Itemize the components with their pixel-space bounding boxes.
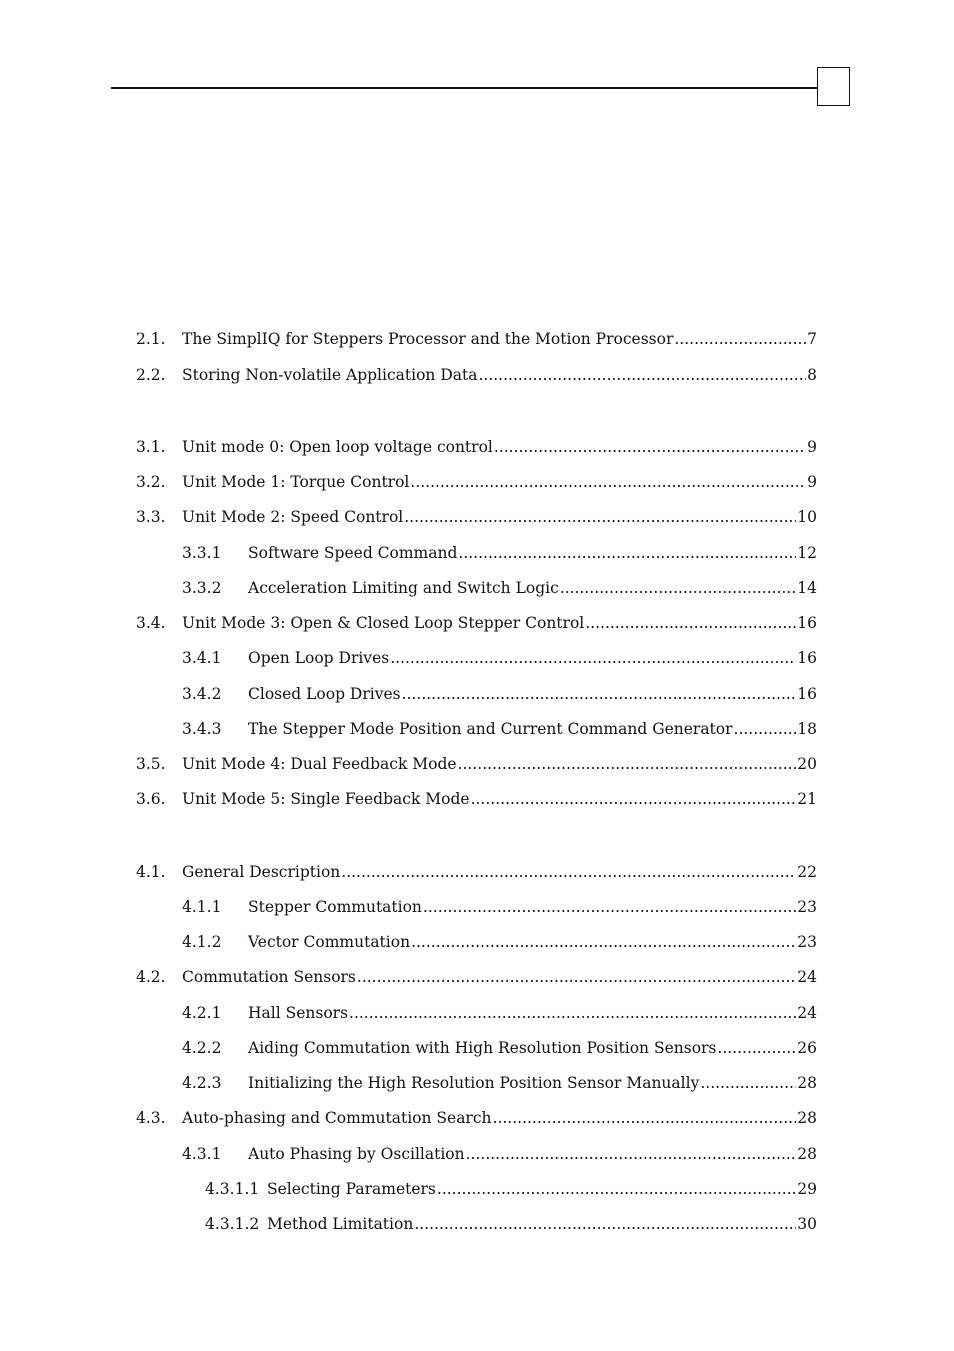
toc-leader [341, 860, 796, 884]
toc-number: 4.1.2 [182, 933, 222, 951]
toc-number: 3.3. [136, 508, 166, 526]
toc-page: 26 [797, 1039, 817, 1057]
toc-number: 4.3.1.2 [205, 1215, 260, 1233]
toc-page: 23 [797, 898, 817, 916]
toc-number: 4.3. [136, 1109, 166, 1127]
toc-entry[interactable] [182, 895, 817, 919]
toc-entry[interactable] [182, 1001, 817, 1025]
toc-number: 3.2. [136, 473, 166, 491]
toc-number: 4.2.1 [182, 1004, 222, 1022]
toc-page: 30 [797, 1215, 817, 1233]
toc-title: Unit mode 0: Open loop voltage control [182, 438, 493, 456]
toc-leader [466, 1142, 797, 1166]
toc-page: 21 [797, 790, 817, 808]
toc-title: Initializing the High Resolution Position Sensor Manually [248, 1074, 700, 1092]
toc-title: Commutation Sensors [182, 968, 356, 986]
toc-page: 7 [807, 330, 817, 348]
toc-number: 4.2. [136, 968, 166, 986]
toc-title: Unit Mode 5: Single Feedback Mode [182, 790, 470, 808]
toc-number: 3.6. [136, 790, 166, 808]
toc-title: Stepper Commutation [248, 898, 422, 916]
toc-number: 4.3.1.1 [205, 1180, 260, 1198]
toc-entry[interactable] [182, 1071, 817, 1095]
toc-leader [402, 682, 797, 706]
toc-page: 9 [807, 438, 817, 456]
toc-entry[interactable] [136, 505, 817, 529]
toc-number: 3.4.1 [182, 649, 222, 667]
toc-leader [357, 965, 796, 989]
toc-entry[interactable] [182, 646, 817, 670]
toc-entry[interactable] [136, 363, 817, 387]
toc-entry[interactable] [205, 1177, 817, 1201]
toc-number: 4.1. [136, 863, 166, 881]
toc-title: Unit Mode 4: Dual Feedback Mode [182, 755, 457, 773]
toc-entry[interactable] [182, 930, 817, 954]
toc-leader [437, 1177, 796, 1201]
toc-entry[interactable] [136, 327, 817, 351]
toc-number: 3.3.2 [182, 579, 222, 597]
toc-title: The SimplIQ for Steppers Processor and the Motion Processor [182, 330, 674, 348]
toc-page: 16 [797, 649, 817, 667]
toc-leader [458, 541, 796, 565]
toc-page: 28 [797, 1145, 817, 1163]
toc-page: 8 [807, 366, 817, 384]
toc-title: Open Loop Drives [248, 649, 390, 667]
toc-number: 3.5. [136, 755, 166, 773]
toc-entry[interactable] [136, 1106, 817, 1130]
toc-title: General Description [182, 863, 341, 881]
toc-page: 9 [807, 473, 817, 491]
toc-number: 3.4. [136, 614, 166, 632]
toc-leader [349, 1001, 796, 1025]
toc-number: 2.2. [136, 366, 166, 384]
toc-entry[interactable] [182, 541, 817, 565]
toc-page: 24 [797, 1004, 817, 1022]
toc-title: Unit Mode 2: Speed Control [182, 508, 404, 526]
toc-title: Closed Loop Drives [248, 685, 401, 703]
toc-entry[interactable] [182, 682, 817, 706]
toc-leader [734, 717, 797, 741]
toc-number: 4.3.1 [182, 1145, 222, 1163]
toc-leader [674, 327, 806, 351]
toc-leader [478, 363, 806, 387]
toc-entry[interactable] [136, 435, 817, 459]
page-number-box [817, 67, 850, 106]
toc-leader [560, 576, 796, 600]
toc-page: 14 [797, 579, 817, 597]
toc-leader [458, 752, 797, 776]
toc-page: 28 [797, 1109, 817, 1127]
toc-number: 4.1.1 [182, 898, 222, 916]
toc-leader [471, 787, 797, 811]
toc-entry[interactable] [136, 611, 817, 635]
toc-number: 3.1. [136, 438, 166, 456]
toc-leader [390, 646, 796, 670]
toc-leader [493, 1106, 797, 1130]
toc-page: 20 [797, 755, 817, 773]
toc-leader [410, 470, 806, 494]
toc-entry[interactable] [182, 717, 817, 741]
toc-leader [494, 435, 806, 459]
toc-title: Unit Mode 3: Open & Closed Loop Stepper Control [182, 614, 585, 632]
toc-title: Vector Commutation [248, 933, 411, 951]
toc-entry[interactable] [182, 1142, 817, 1166]
toc-entry[interactable] [136, 965, 817, 989]
toc-title: Auto Phasing by Oscillation [248, 1145, 465, 1163]
toc-leader [700, 1071, 796, 1095]
toc-entry[interactable] [182, 576, 817, 600]
toc-title: Software Speed Command [248, 544, 458, 562]
toc-page: 22 [797, 863, 817, 881]
toc-page: 28 [797, 1074, 817, 1092]
toc-title: Unit Mode 1: Torque Control [182, 473, 410, 491]
toc-entry[interactable] [205, 1212, 817, 1236]
toc-page: 29 [797, 1180, 817, 1198]
toc-title: Auto-phasing and Commutation Search [182, 1109, 492, 1127]
toc-number: 3.4.2 [182, 685, 222, 703]
toc-title: The Stepper Mode Position and Current Command Generator [248, 720, 733, 738]
toc-number: 2.1. [136, 330, 166, 348]
toc-page: 18 [797, 720, 817, 738]
toc-leader [585, 611, 796, 635]
toc-entry[interactable] [182, 1036, 817, 1060]
toc-entry[interactable] [136, 860, 817, 884]
toc-number: 4.2.3 [182, 1074, 222, 1092]
toc-title: Selecting Parameters [267, 1180, 436, 1198]
toc-leader [404, 505, 796, 529]
toc-title: Method Limitation [267, 1215, 414, 1233]
toc-page: 10 [797, 508, 817, 526]
header-rule [111, 87, 817, 89]
toc-number: 3.4.3 [182, 720, 222, 738]
toc-leader [717, 1036, 796, 1060]
toc-entry[interactable] [136, 470, 817, 494]
toc-page: 16 [797, 614, 817, 632]
toc-leader [423, 895, 796, 919]
toc-page: 24 [797, 968, 817, 986]
toc-number: 4.2.2 [182, 1039, 222, 1057]
toc-page: 12 [797, 544, 817, 562]
toc-title: Acceleration Limiting and Switch Logic [248, 579, 559, 597]
toc-page: 23 [797, 933, 817, 951]
toc-title: Aiding Commutation with High Resolution Position Sensors [248, 1039, 717, 1057]
toc-page: 16 [797, 685, 817, 703]
toc-title: Hall Sensors [248, 1004, 349, 1022]
toc-title: Storing Non-volatile Application Data [182, 366, 478, 384]
toc-leader [411, 930, 796, 954]
toc-entry[interactable] [136, 787, 817, 811]
toc-entry[interactable] [136, 752, 817, 776]
toc-leader [414, 1212, 796, 1236]
toc-number: 3.3.1 [182, 544, 222, 562]
